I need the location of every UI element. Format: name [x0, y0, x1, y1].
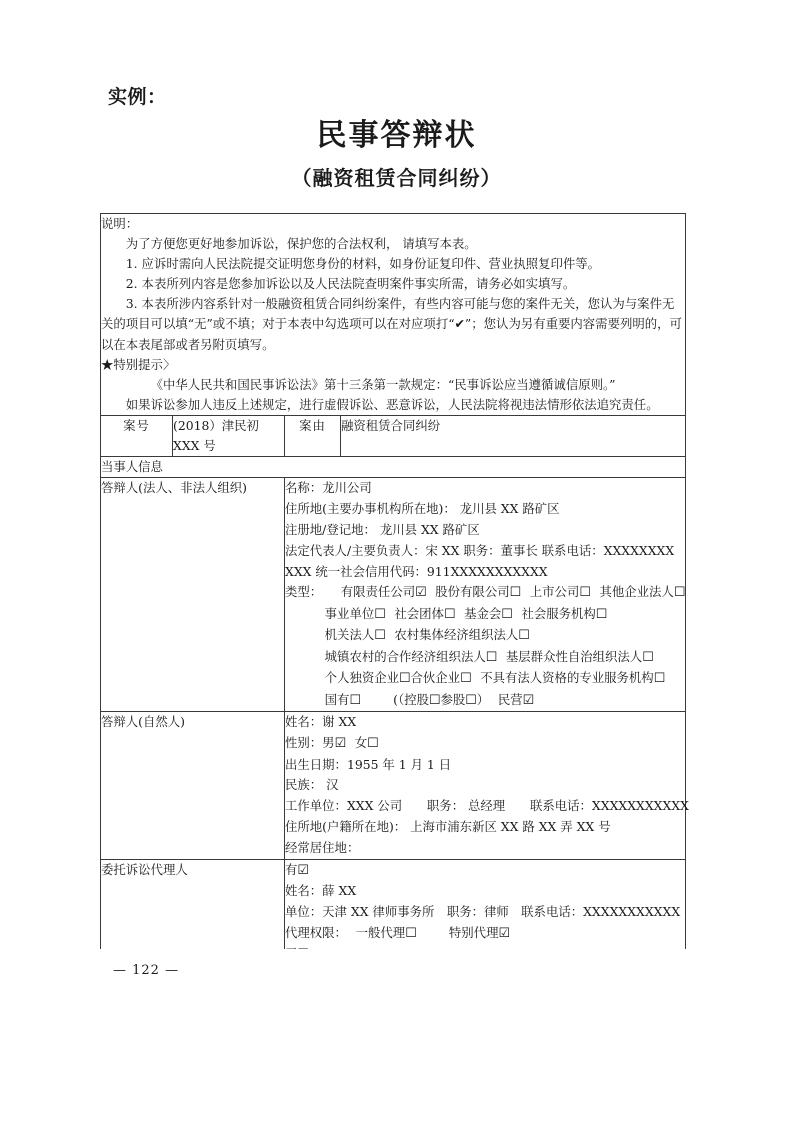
checkbox-private[interactable]: ☑	[522, 692, 535, 708]
table-row-case-number	[101, 415, 686, 456]
instructions-cell	[101, 214, 686, 416]
checkbox-male[interactable]: ☑	[334, 736, 347, 752]
table-row-respondent-natural	[101, 712, 686, 859]
gender-male-label: 男	[322, 735, 335, 751]
law-warning: 如果诉讼参加人违反上述规定，进行虚假诉讼、恶意诉讼，人民法院将视违法情形依法追究责任。	[125, 396, 659, 412]
gender-label: 性别：	[285, 735, 323, 751]
legal-type-line-3	[285, 625, 685, 646]
type-option-partnership-label: 合伙企业	[410, 670, 461, 686]
natural-address-line: 住所地(户籍所在地)： 上海市浦东新区 XX 路 XX 弄 XX 号	[285, 819, 611, 835]
legal-credit-code-line: XXX 统一社会信用代码：911XXXXXXXXXXX	[285, 563, 548, 579]
respondent-legal-content	[285, 478, 686, 712]
checkbox-institution[interactable]: ☐	[374, 606, 386, 622]
checkbox-llc[interactable]: ☑	[415, 585, 427, 601]
legal-rep-line: 法定代表人/主要负责人：宋 XX 职务：董事长 联系电话：XXXXXXXX	[285, 542, 675, 558]
special-notice-title: ★特别提示〉	[101, 356, 176, 372]
checkbox-shareholding[interactable]: ☐	[465, 692, 477, 708]
type-option-shareholding-label: 参股	[440, 691, 466, 707]
case-number-value[interactable]: (2018）津民初 XXX 号	[173, 415, 285, 456]
agent-authority-general-label: 一般代理	[355, 924, 406, 940]
type-option-non-legal-prof-label: 不具有法人资格的专业服务机构	[480, 670, 654, 686]
type-option-private-label: 民营	[497, 691, 523, 707]
type-option-jsc-label: 股份有限公司	[435, 584, 510, 600]
checkbox-other-corp[interactable]: ☐	[673, 585, 686, 601]
instructions-heading: 说明：	[101, 216, 139, 231]
checkbox-foundation[interactable]: ☐	[501, 606, 513, 622]
checkbox-sole-prop[interactable]: ☐	[399, 671, 411, 687]
checkbox-non-legal-prof[interactable]: ☐	[653, 671, 666, 687]
agent-label: 委托诉讼代理人	[101, 859, 285, 966]
table-row-respondent-legal	[101, 478, 686, 712]
checkbox-state-organ[interactable]: ☐	[374, 628, 386, 644]
checkbox-social-service[interactable]: ☐	[595, 606, 608, 622]
natural-residence-line: 经常居住地：	[285, 839, 360, 855]
checkbox-jsc[interactable]: ☐	[509, 585, 522, 601]
checkbox-state-owned[interactable]: ☐	[349, 692, 361, 708]
checkbox-agent-has[interactable]: ☑	[297, 862, 309, 878]
case-number-label: 案号	[101, 415, 173, 456]
page-number-footer: — 122 —	[113, 963, 180, 978]
respondent-legal-label: 答辩人(法人、非法人组织)	[101, 478, 285, 712]
type-option-listed-label: 上市公司	[529, 584, 580, 600]
natural-name-line: 姓名：谢 XX	[285, 714, 357, 730]
page-subtitle: （融资租赁合同纠纷）	[291, 166, 502, 190]
instructions-item-2: 2. 本表所列内容是您参加诉讼以及人民法院查明案件事实所需，请务必如实填写。	[125, 276, 576, 292]
agent-authority-special-label: 特别代理	[448, 924, 499, 940]
type-option-sole-prop-label: 个人独资企业	[324, 670, 400, 686]
example-label: 实例：	[108, 86, 167, 108]
agent-firm-line: 单位：天津 XX 律师事务所 职务：律师 联系电话：XXXXXXXXXXX	[285, 904, 681, 920]
type-option-foundation-label: 基金会	[464, 605, 502, 621]
checkbox-urban-rural-coop[interactable]: ☐	[485, 649, 498, 665]
legal-type-line-6: 国有☐ (（控股☐参股☐） 民营☑	[324, 691, 535, 708]
page-title: 民事答辩状	[316, 118, 477, 153]
party-section-title: 当事人信息	[101, 457, 686, 478]
legal-registration-line: 注册地/登记地： 龙川县 XX 路矿区	[285, 521, 480, 537]
respondent-natural-content	[285, 712, 689, 859]
type-label: 类型：	[285, 584, 323, 600]
instructions-item-1: 1. 应诉时需向人民法院提交证明您身份的材料，如身份证复印件、营业执照复印件等。	[125, 256, 601, 272]
checkbox-listed[interactable]: ☐	[579, 585, 591, 601]
answer-form-table	[100, 213, 689, 1009]
checkbox-female[interactable]: ☐	[367, 736, 379, 752]
law-quote: 《中华人民共和国民事诉讼法》第十三条第一款规定：“民事诉讼应当遵循诚信原则。”	[150, 376, 616, 392]
type-option-social-service-label: 社会服务机构	[521, 605, 596, 621]
type-option-urban-rural-coop-label: 城镇农村的合作经济组织法人	[324, 648, 486, 664]
cause-value[interactable]: 融资租赁合同纠纷	[341, 415, 686, 456]
natural-gender-line	[285, 733, 685, 754]
agent-has-label: 有	[285, 861, 298, 877]
checkbox-authority-special[interactable]: ☑	[498, 925, 510, 941]
checkbox-social-group[interactable]: ☐	[443, 606, 456, 622]
cause-label: 案由	[285, 415, 341, 456]
type-option-holding-label: （控股	[398, 691, 429, 707]
table-row-instructions	[101, 214, 686, 416]
legal-name-line: 名称：龙川公司	[285, 480, 372, 496]
type-option-llc-label: 有限责任公司	[340, 584, 416, 600]
instructions-intro: 为了方便您更好地参加诉讼，保护您的合法权利， 请填写本表。	[125, 236, 477, 252]
legal-type-line-1	[285, 582, 685, 603]
natural-work-line: 工作单位：XXX 公司 职务： 总经理 联系电话：XXXXXXXXXXX	[285, 798, 689, 814]
type-option-state-organ-label: 机关法人	[324, 627, 375, 643]
checkbox-authority-general[interactable]: ☐	[405, 925, 417, 941]
natural-birth-line: 出生日期：1955 年 1 月 1 日	[285, 756, 452, 772]
checkbox-rural-collective[interactable]: ☐	[518, 628, 530, 644]
type-option-grassroots-label: 基层群众性自治组织法人	[505, 648, 643, 664]
gender-female-label: 女	[354, 735, 368, 751]
agent-authority-label: 代理权限：	[285, 924, 347, 940]
type-option-other-corp-label: 其他企业法人	[599, 584, 674, 600]
type-option-institution-label: 事业单位	[324, 605, 375, 621]
table-row-party-section	[101, 457, 686, 478]
legal-type-line-2	[285, 604, 685, 625]
respondent-natural-label: 答辩人(自然人)	[101, 712, 285, 859]
checkbox-grassroots[interactable]: ☐	[642, 649, 654, 665]
agent-has-line	[285, 860, 685, 881]
natural-ethnicity-line: 民族： 汉	[285, 777, 339, 793]
agent-name-line: 姓名：薛 XX	[285, 883, 357, 899]
legal-address-line: 住所地(主要办事机构所在地)： 龙川县 XX 路矿区	[285, 501, 560, 517]
instructions-item-3: 3. 本表所涉内容系针对一般融资租赁合同纠纷案件，有些内容可能与您的案件无关，您认为与案件无关的项目可以填“无”或不填；对于本表中勾选项可以在对应项打“✔”；您认为另有重要内容需要列明的，可以在本表尾部或者另附页填写。	[101, 296, 682, 352]
agent-authority-line	[285, 923, 685, 944]
checkbox-holding[interactable]: ☐	[429, 692, 441, 708]
legal-type-line-4	[285, 647, 685, 668]
type-option-rural-collective-label: 农村集体经济组织法人	[394, 627, 519, 643]
type-option-social-group-label: 社会团体	[394, 605, 444, 621]
legal-type-line-5	[285, 668, 685, 689]
checkbox-partnership[interactable]: ☐	[460, 671, 472, 687]
type-option-state-owned-label: 国有	[324, 691, 350, 707]
